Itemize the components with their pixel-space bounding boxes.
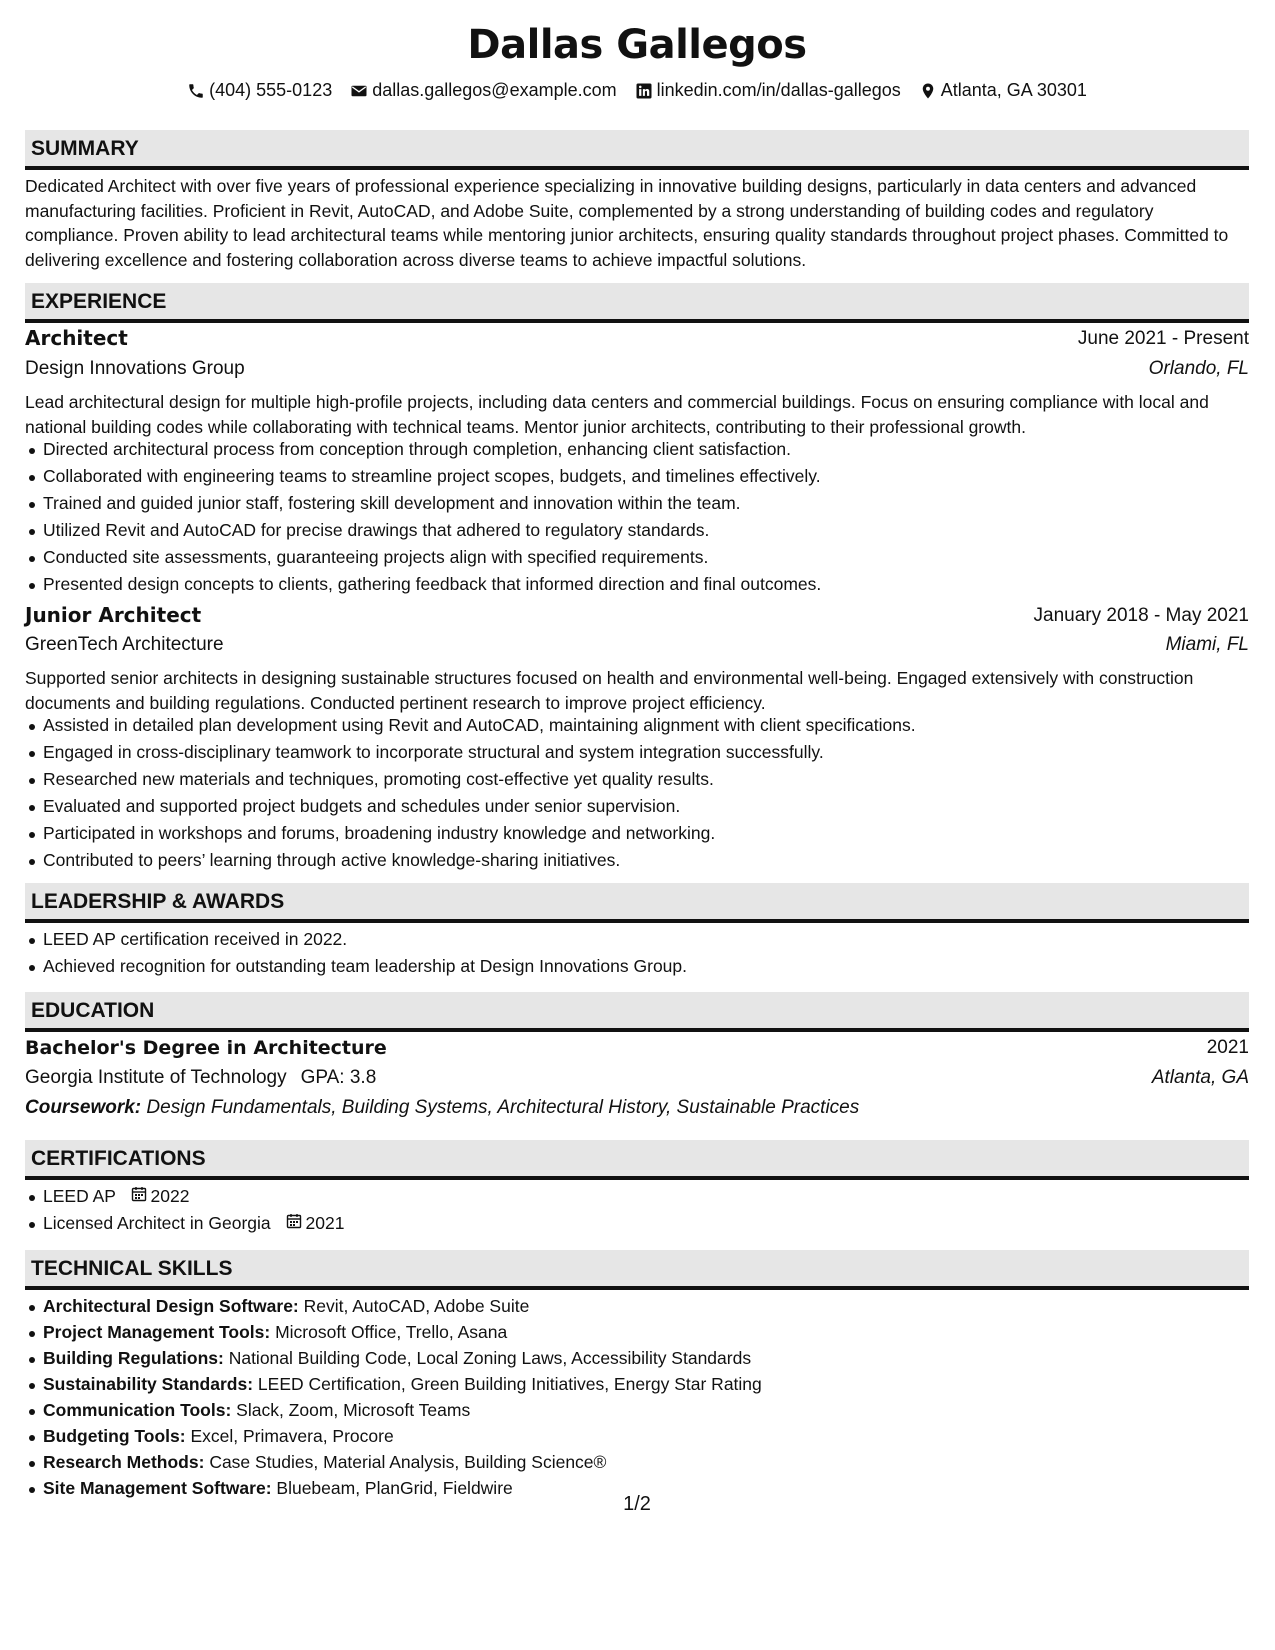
section-title: EXPERIENCE [31, 290, 167, 313]
resume-page [25, 0, 1249, 1650]
list-item: Collaborated with engineering teams to streamline project scopes, budgets, and timelines effectively. [25, 463, 1249, 490]
certification-year: 2022 [150, 1186, 190, 1206]
institution [25, 1067, 376, 1089]
certifications-list [25, 1183, 1249, 1237]
skill-value: Slack, Zoom, Microsoft Teams [236, 1400, 471, 1420]
linkedin-text: linkedin.com/in/dallas-gallegos [656, 80, 901, 100]
section-title: CERTIFICATIONS [31, 1147, 206, 1170]
certification-name: LEED AP [43, 1186, 116, 1206]
skill-label: Site Management Software: [43, 1478, 272, 1498]
skill-label: Project Management Tools: [43, 1322, 271, 1342]
job-company: GreenTech Architecture [25, 634, 224, 655]
job-bullets [25, 712, 1249, 874]
list-item [25, 1371, 1249, 1397]
job-location: Orlando, FL [1148, 358, 1249, 379]
list-item: Evaluated and supported project budgets and schedules under senior supervision. [25, 793, 1249, 820]
graduation-year: 2021 [1206, 1037, 1249, 1058]
skill-value: LEED Certification, Green Building Initiatives, Energy Star Rating [257, 1374, 762, 1394]
skills-list [25, 1293, 1249, 1501]
list-item: Utilized Revit and AutoCAD for precise drawings that adhered to regulatory standards. [25, 517, 1249, 544]
job-bullets [25, 436, 1249, 598]
coursework-label: Coursework: [25, 1097, 142, 1118]
list-item: Participated in workshops and forums, broadening industry knowledge and networking. [25, 820, 1249, 847]
skill-label: Budgeting Tools: [43, 1426, 186, 1446]
skill-label: Architectural Design Software: [43, 1296, 299, 1316]
list-item [25, 1183, 1249, 1210]
page-number: 1/2 [623, 1493, 651, 1515]
list-item: LEED AP certification received in 2022. [25, 926, 1249, 953]
list-item: Presented design concepts to clients, gathering feedback that informed direction and final outcomes. [25, 571, 1249, 598]
skill-label: Building Regulations: [43, 1348, 224, 1368]
list-item: Conducted site assessments, guaranteeing projects align with specified requirements. [25, 544, 1249, 571]
certifications-section-header [25, 1140, 1249, 1180]
leadership-list [25, 926, 1249, 980]
location-text: Atlanta, GA 30301 [940, 80, 1087, 100]
list-item [25, 1319, 1249, 1345]
list-item: Directed architectural process from conception through completion, enhancing client satisfaction. [25, 436, 1249, 463]
job-title: Architect [25, 326, 128, 350]
degree: Bachelor's Degree in Architecture [25, 1037, 387, 1059]
phone-icon [187, 82, 205, 100]
list-item: Trained and guided junior staff, fostering skill development and innovation within the team. [25, 490, 1249, 517]
list-item [25, 1423, 1249, 1449]
certification-date [131, 1183, 190, 1210]
job-dates: June 2021 - Present [1077, 328, 1249, 349]
calendar-icon [286, 1210, 302, 1237]
certification-year: 2021 [305, 1213, 345, 1233]
list-item [25, 1449, 1249, 1475]
skill-value: Case Studies, Material Analysis, Building Science® [209, 1452, 607, 1472]
phone-text: (404) 555-0123 [209, 80, 333, 100]
job-location: Miami, FL [1165, 634, 1249, 655]
skill-value: National Building Code, Local Zoning Laws, Accessibility Standards [228, 1348, 752, 1368]
calendar-icon [131, 1183, 147, 1210]
section-title: LEADERSHIP & AWARDS [31, 890, 285, 913]
leadership-section-header [25, 883, 1249, 923]
job-title: Junior Architect [25, 603, 202, 627]
email-text: dallas.gallegos@example.com [372, 80, 617, 100]
education-section-header [25, 992, 1249, 1032]
job-dates: January 2018 - May 2021 [1033, 605, 1249, 626]
skill-value: Revit, AutoCAD, Adobe Suite [303, 1296, 530, 1316]
job-description: Lead architectural design for multiple high-profile projects, including data centers and commercial buildings. Focus on ensuring compliance with local and national building codes while collaborating with technical teams. Mentor junior architects, contributing to their professional growth. [25, 392, 1209, 437]
skill-label: Research Methods: [43, 1452, 205, 1472]
skill-value: Bluebeam, PlanGrid, Fieldwire [276, 1478, 513, 1498]
list-item [25, 1345, 1249, 1371]
list-item [25, 1293, 1249, 1319]
skill-label: Sustainability Standards: [43, 1374, 254, 1394]
list-item: Achieved recognition for outstanding team leadership at Design Innovations Group. [25, 953, 1249, 980]
job-description: Supported senior architects in designing sustainable structures focused on health and environmental well-being. Engaged extensively with construction documents and building regulations. Conducted pertinent research to improve project efficiency. [25, 668, 1194, 713]
section-title: SUMMARY [31, 137, 139, 160]
institution-name: Georgia Institute of Technology [25, 1067, 287, 1088]
contact-phone[interactable] [187, 80, 332, 101]
skill-label: Communication Tools: [43, 1400, 232, 1420]
contact-linkedin[interactable] [635, 80, 901, 101]
map-pin-icon [919, 82, 937, 100]
experience-section-header [25, 283, 1249, 323]
coursework-list: Design Fundamentals, Building Systems, Architectural History, Sustainable Practices [146, 1097, 860, 1118]
certification-name: Licensed Architect in Georgia [43, 1213, 271, 1233]
contact-bar [25, 80, 1249, 101]
coursework [25, 1097, 859, 1119]
contact-email[interactable] [350, 80, 616, 101]
envelope-icon [350, 82, 368, 100]
skill-value: Excel, Primavera, Procore [190, 1426, 394, 1446]
list-item: Researched new materials and techniques, promoting cost-effective yet quality results. [25, 766, 1249, 793]
job-company: Design Innovations Group [25, 358, 245, 379]
skills-section-header [25, 1250, 1249, 1290]
section-title: EDUCATION [31, 999, 155, 1022]
gpa: GPA: 3.8 [300, 1067, 377, 1088]
list-item [25, 1210, 1249, 1237]
candidate-name: Dallas Gallegos [467, 22, 807, 68]
list-item [25, 1397, 1249, 1423]
section-title: TECHNICAL SKILLS [31, 1257, 233, 1280]
summary-text: Dedicated Architect with over five years of professional experience specializing in innovative building designs, particularly in data centers and advanced manufacturing facilities. Proficient in Revit, AutoCAD, and Adobe Suite, complemented by a strong understanding of building codes and regulatory compliance. Proven ability to lead architectural teams while mentoring junior architects, ensuring quality standards throughout project phases. Committed to delivering excellence and fostering collaboration across diverse teams to achieve impactful solutions. [25, 176, 1229, 270]
linkedin-icon [635, 82, 653, 100]
education-location: Atlanta, GA [1151, 1067, 1249, 1088]
list-item: Engaged in cross-disciplinary teamwork to incorporate structural and system integration successfully. [25, 739, 1249, 766]
skill-value: Microsoft Office, Trello, Asana [275, 1322, 508, 1342]
summary-section-header [25, 130, 1249, 170]
certification-date [286, 1210, 345, 1237]
list-item: Contributed to peers’ learning through active knowledge-sharing initiatives. [25, 847, 1249, 874]
contact-location [919, 80, 1087, 101]
list-item: Assisted in detailed plan development using Revit and AutoCAD, maintaining alignment with client specifications. [25, 712, 1249, 739]
